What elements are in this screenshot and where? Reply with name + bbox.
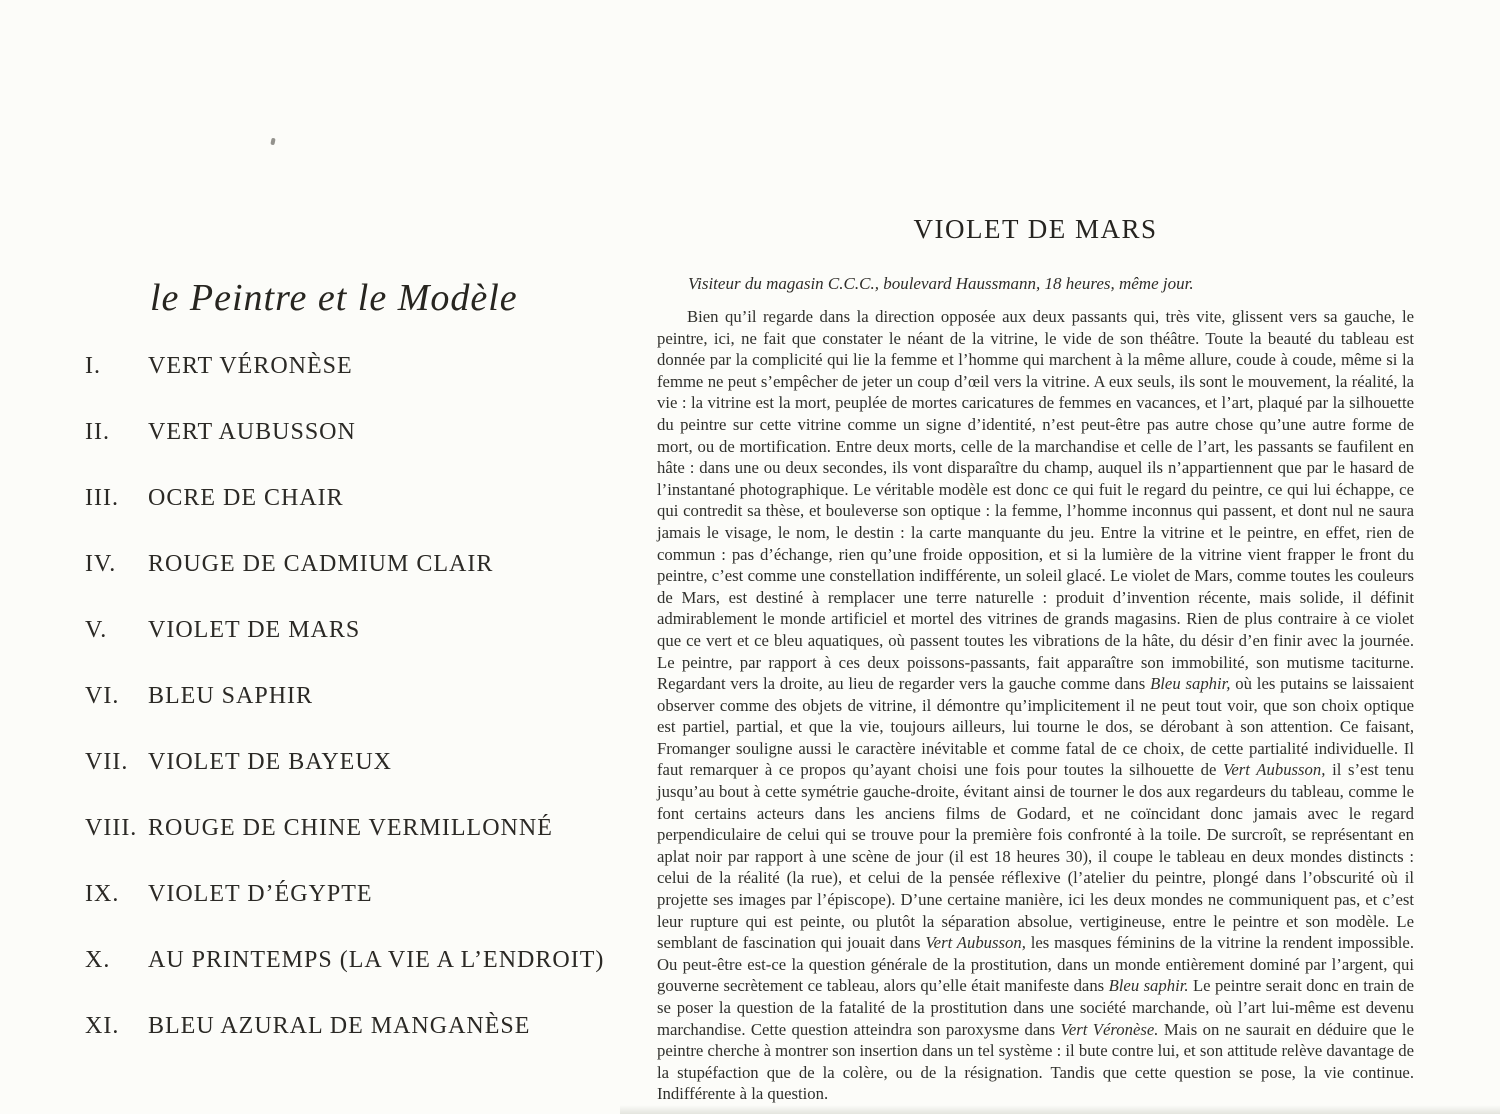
toc-item [85, 682, 645, 710]
toc-item [85, 880, 645, 908]
scan-speck [270, 138, 275, 146]
toc-numeral: IV. [85, 551, 117, 577]
toc-label: ROUGE DE CADMIUM CLAIR [148, 551, 494, 577]
toc-numeral: V. [85, 617, 108, 643]
scan-edge [620, 1105, 1500, 1114]
toc-item [85, 484, 645, 512]
left-page [0, 0, 645, 1114]
toc-item [85, 946, 645, 974]
toc-numeral: X. [85, 947, 111, 973]
toc-item [85, 748, 645, 776]
toc-item [85, 616, 645, 644]
toc-heading: le Peintre et le Modèle [150, 277, 518, 319]
toc-item [85, 1012, 645, 1040]
toc-label: VIOLET DE BAYEUX [148, 749, 392, 775]
chapter-title: VIOLET DE MARS [913, 214, 1158, 244]
toc-label: BLEU AZURAL DE MANGANÈSE [148, 1013, 531, 1039]
right-page [645, 0, 1500, 1114]
toc-item [85, 418, 645, 446]
toc-label: BLEU SAPHIR [148, 683, 314, 709]
toc-numeral: IX. [85, 881, 120, 907]
toc-item [85, 550, 645, 578]
toc-item [85, 352, 645, 380]
toc-numeral: VI. [85, 683, 120, 709]
toc-label: ROUGE DE CHINE VERMILLONNÉ [148, 815, 553, 841]
toc-numeral: III. [85, 485, 119, 511]
toc-label: VERT AUBUSSON [148, 419, 356, 445]
toc-numeral: VIII. [85, 815, 138, 841]
chapter-body: Bien qu’il regarde dans la direction opposée aux deux passants qui, très vite, glissent vers sa gauche, le peintre, ici, ne fait que constater le néant de la vitrine, le vide de son théâtre. Toute la beauté du tableau est donnée par la complicité qui lie la femme et l’homme qui marchent à la même allure, coude à coude, même si la femme ne peut s’empêcher de jeter un coup d’œil vers la vitrine. A eux seuls, ils sont le mouvement, la réalité, la vie : la vitrine est la mort, peuplée de mortes caricatures de femmes en vacances, et l’art, plaqué par la silhouette du peintre sur cette vitrine comme un signe d’identité, n’est peut-être pas autre chose qu’une autre forme de mort, ou de mortification. Entre deux morts, celle de la marchandise et celle de l’art, les passants se faufilent en hâte : dans une ou deux secondes, ils vont disparaître du champ, auquel ils n’appartiennent que par le hasard de l’instantané photographique. Le véritable modèle est donc ce qui fuit le regard du peintre, ce qui lui échappe, ce qui contredit sa thèse, et bouleverse son optique : la femme, l’homme inconnus qui passent, et dont nul ne saura jamais le visage, le nom, le destin : la carte manquante du jeu. Entre la vitrine et le peintre, en effet, rien de commun : pas d’échange, rien qu’une froide opposition, et si la lumière de la vitrine vient frapper le front du peintre, c’est comme une constellation indifférente, un soleil glacé. Le violet de Mars, comme toutes les couleurs de Mars, est destiné à remplacer une terre naturelle : produit d’invention récente, mais solide, il définit admirablement le monde artificiel et mortel des vitrines de grands magasins. Rien de plus contraire à ce violet que ce vert et ce bleu aquatiques, où passent toutes les vibrations de la hâte, du désir d’en finir avec la journée. Le peintre, par rapport à ces deux poissons-passants, fait apparaître son immobilité, son mutisme taciturne. Regardant vers la droite, au lieu de regarder vers la gauche comme dans Bleu saphir, où les putains se laissaient observer comme des objets de vitrine, il démontre qu’implicitement il ne peut tout voir, que son choix optique est partiel, partial, et que la vie, toujours ailleurs, lui tourne le dos, se dérobant à son attention. Ce faisant, Fromanger souligne aussi le caractère inévitable et comme fatal de ce choix, de cette partialité individuelle. Il faut remarquer à ce propos qu’ayant choisi une fois pour toutes la silhouette de Vert Aubusson, il s’est tenu jusqu’au bout à cette symétrie gauche-droite, évitant ainsi de tourner le dos aux regardeurs du tableau, comme le font certains acteurs dans les anciens films de Godard, et ne coïncidant donc jamais avec le regard perpendiculaire de celui qui se trouve pour la première fois confronté à la toile. De surcroît, se représentant en aplat noir par rapport à une scène de jour (il est 18 heures 30), il coupe le tableau en deux mondes distincts : celui de la réalité (la rue), et celui de la pensée réflexive (l’atelier du peintre, plongé dans l’obscurité où il projette ses images par l’épiscope). D’une certaine manière, ici les deux mondes ne communiquent pas, et c’est leur rupture qui est peinte, ou plutôt la séparation absolue, vertigineuse, entre le peintre et son modèle. Le semblant de fascination qui jouait dans Vert Aubusson, les masques féminins de la vitrine la rendent impossible. Ou peut-être est-ce la question générale de la prostitution, dans un monde entièrement dominé par l’argent, qui gouverne secrètement ce tableau, alors qu’elle était manifeste dans Bleu saphir. Le peintre serait donc en train de se poser la question de la fatalité de la prostitution dans une société marchande, où l’art lui-même est devenu marchandise. Cette question atteindra son paroxysme dans Vert Véronèse. Mais on ne saurait en déduire que le peintre cherche à montrer son insertion dans un tel système : il bute contre lui, et son attitude relève davantage de la stupéfaction que de la colère, ou de la résignation. Tandis que cette question se pose, la vie continue. Indifférente à la question. [657, 307, 1415, 1104]
toc-numeral: VII. [85, 749, 129, 775]
toc-label: AU PRINTEMPS (LA VIE A L’ENDROIT) [148, 947, 605, 973]
chapter-caption: Visiteur du magasin C.C.C., boulevard Haussmann, 18 heures, même jour. [688, 274, 1194, 293]
toc-numeral: I. [85, 353, 101, 379]
toc-label: OCRE DE CHAIR [148, 485, 344, 511]
toc-list [85, 352, 645, 1078]
toc-item [85, 814, 645, 842]
toc-numeral: II. [85, 419, 110, 445]
toc-numeral: XI. [85, 1013, 120, 1039]
toc-label: VIOLET DE MARS [148, 617, 361, 643]
toc-label: VIOLET D’ÉGYPTE [148, 881, 373, 907]
toc-label: VERT VÉRONÈSE [148, 353, 353, 379]
